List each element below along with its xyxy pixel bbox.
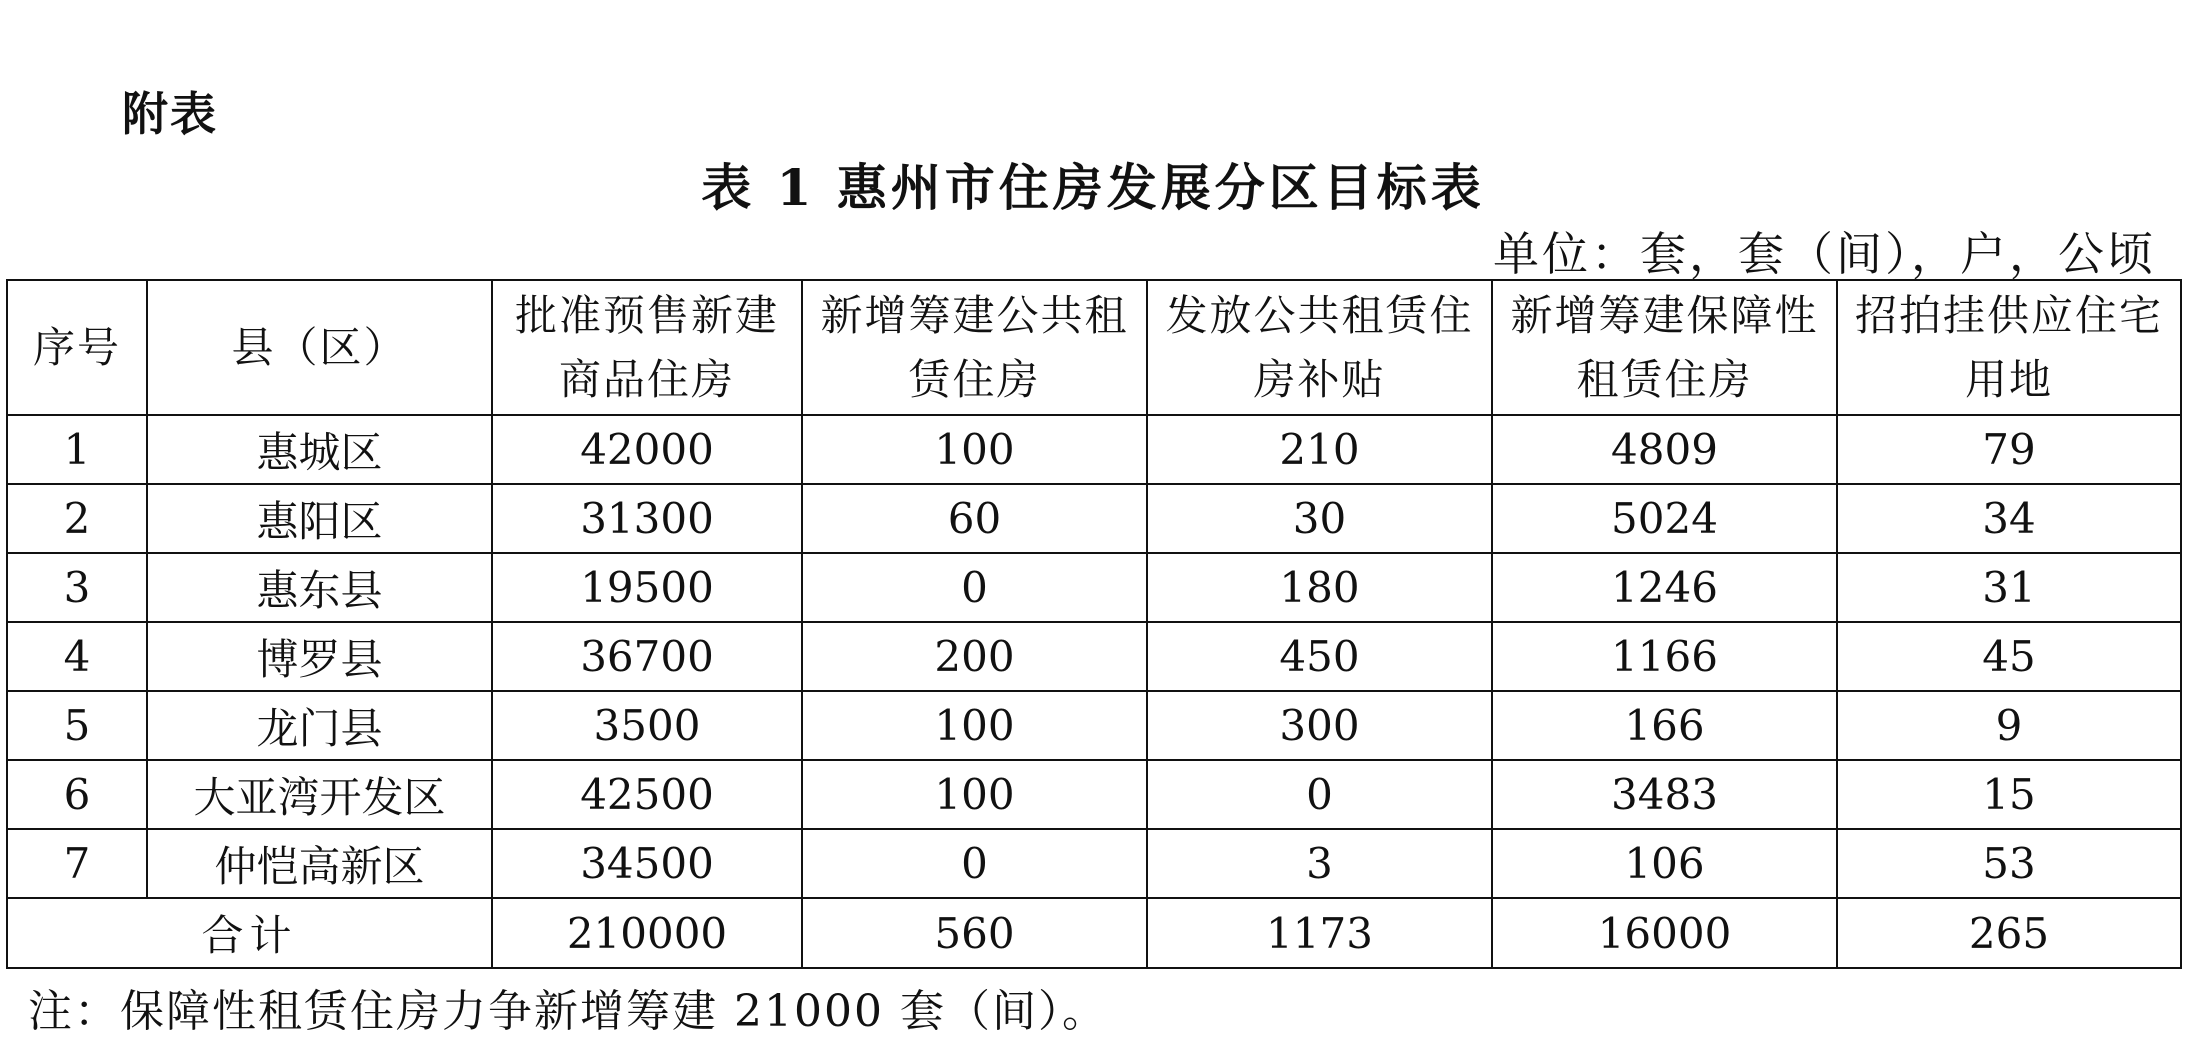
table-row <box>7 553 2181 622</box>
cell-index: 2 <box>7 484 147 553</box>
table-row <box>7 622 2181 691</box>
table-row <box>7 691 2181 760</box>
header-public-rental: 新增筹建公共租赁住房 <box>802 280 1147 415</box>
cell-public-rental: 0 <box>802 553 1147 622</box>
cell-rental-subsidy: 3 <box>1147 829 1492 898</box>
cell-index: 5 <box>7 691 147 760</box>
appendix-label: 附表 <box>122 87 218 141</box>
table-row <box>7 484 2181 553</box>
cell-presale-housing: 36700 <box>492 622 802 691</box>
header-district: 县（区） <box>147 280 492 415</box>
table-row <box>7 829 2181 898</box>
unit-label: 单位：套，套（间），户，公顷 <box>1493 227 2156 281</box>
cell-district: 龙门县 <box>147 691 492 760</box>
cell-rental-subsidy: 210 <box>1147 415 1492 484</box>
cell-residential-land: 45 <box>1837 622 2181 691</box>
table-note: 注：保障性租赁住房力争新增筹建 21000 套（间）。 <box>28 986 1108 1037</box>
cell-public-rental: 100 <box>802 415 1147 484</box>
table-title: 表 1 惠州市住房发展分区目标表 <box>701 158 1485 217</box>
cell-district: 惠东县 <box>147 553 492 622</box>
table-row <box>7 415 2181 484</box>
cell-public-rental: 200 <box>802 622 1147 691</box>
cell-residential-land: 9 <box>1837 691 2181 760</box>
cell-public-rental: 0 <box>802 829 1147 898</box>
cell-residential-land: 53 <box>1837 829 2181 898</box>
cell-rental-subsidy: 0 <box>1147 760 1492 829</box>
cell-public-rental: 60 <box>802 484 1147 553</box>
cell-affordable-rental: 4809 <box>1492 415 1837 484</box>
cell-affordable-rental: 166 <box>1492 691 1837 760</box>
header-affordable-rental: 新增筹建保障性租赁住房 <box>1492 280 1837 415</box>
cell-residential-land: 79 <box>1837 415 2181 484</box>
cell-district: 博罗县 <box>147 622 492 691</box>
cell-district: 大亚湾开发区 <box>147 760 492 829</box>
cell-public-rental: 100 <box>802 760 1147 829</box>
total-residential-land: 265 <box>1837 898 2181 968</box>
cell-presale-housing: 42000 <box>492 415 802 484</box>
cell-affordable-rental: 1246 <box>1492 553 1837 622</box>
cell-affordable-rental: 3483 <box>1492 760 1837 829</box>
total-public-rental: 560 <box>802 898 1147 968</box>
cell-affordable-rental: 5024 <box>1492 484 1837 553</box>
cell-rental-subsidy: 300 <box>1147 691 1492 760</box>
housing-target-table <box>6 279 2182 969</box>
header-index: 序号 <box>7 280 147 415</box>
cell-district: 仲恺高新区 <box>147 829 492 898</box>
cell-presale-housing: 34500 <box>492 829 802 898</box>
cell-index: 1 <box>7 415 147 484</box>
header-presale-housing: 批准预售新建商品住房 <box>492 280 802 415</box>
total-label: 合计 <box>7 898 492 968</box>
header-row <box>7 280 2181 415</box>
cell-presale-housing: 42500 <box>492 760 802 829</box>
cell-affordable-rental: 1166 <box>1492 622 1837 691</box>
cell-public-rental: 100 <box>802 691 1147 760</box>
total-rental-subsidy: 1173 <box>1147 898 1492 968</box>
total-row <box>7 898 2181 968</box>
cell-index: 6 <box>7 760 147 829</box>
total-presale-housing: 210000 <box>492 898 802 968</box>
cell-index: 7 <box>7 829 147 898</box>
cell-rental-subsidy: 30 <box>1147 484 1492 553</box>
table-row <box>7 760 2181 829</box>
cell-residential-land: 34 <box>1837 484 2181 553</box>
cell-presale-housing: 3500 <box>492 691 802 760</box>
header-rental-subsidy: 发放公共租赁住房补贴 <box>1147 280 1492 415</box>
cell-affordable-rental: 106 <box>1492 829 1837 898</box>
cell-index: 3 <box>7 553 147 622</box>
cell-residential-land: 31 <box>1837 553 2181 622</box>
cell-district: 惠阳区 <box>147 484 492 553</box>
cell-rental-subsidy: 450 <box>1147 622 1492 691</box>
cell-rental-subsidy: 180 <box>1147 553 1492 622</box>
cell-index: 4 <box>7 622 147 691</box>
cell-residential-land: 15 <box>1837 760 2181 829</box>
header-residential-land: 招拍挂供应住宅用地 <box>1837 280 2181 415</box>
total-affordable-rental: 16000 <box>1492 898 1837 968</box>
cell-presale-housing: 19500 <box>492 553 802 622</box>
cell-district: 惠城区 <box>147 415 492 484</box>
cell-presale-housing: 31300 <box>492 484 802 553</box>
